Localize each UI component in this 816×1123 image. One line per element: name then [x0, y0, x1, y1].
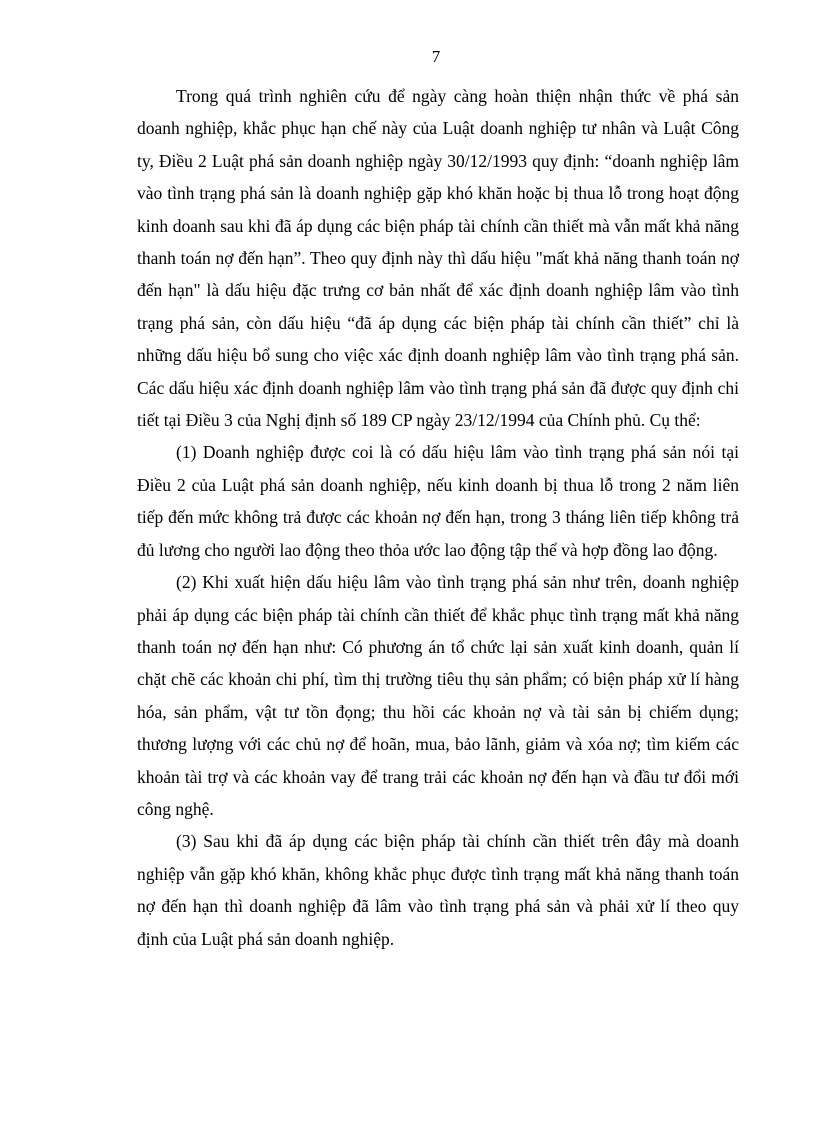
- paragraph-item-3: (3) Sau khi đã áp dụng các biện pháp tài chính cần thiết trên đây mà doanh nghiệp vẫn gặp khó khăn, không khắc phục được tình trạng mất khả năng thanh toán nợ đến hạn thì doanh nghiệp đã lâm vào tình trạng phá sản và phải xử lí theo quy định của Luật phá sản doanh nghiệp.: [137, 831, 739, 949]
- paragraph-item-2: (2) Khi xuất hiện dấu hiệu lâm vào tình trạng phá sản như trên, doanh nghiệp phải áp dụng các biện pháp tài chính cần thiết để khắc phục tình trạng mất khả năng thanh toán nợ đến hạn như: Có phương án tổ chức lại sản xuất kinh doanh, quản lí chặt chẽ các khoản chi phí, tìm thị trường tiêu thụ sản phẩm; có biện pháp xử lí hàng hóa, sản phẩm, vật tư tồn đọng; thu hồi các khoản nợ và tài sản bị chiếm dụng; thương lượng với các chủ nợ để hoãn, mua, bảo lãnh, giảm và xóa nợ; tìm kiếm các khoản tài trợ và các khoản vay để trang trải các khoản nợ đến hạn và đầu tư đổi mới công nghệ.: [137, 572, 739, 819]
- paragraph-item-1: (1) Doanh nghiệp được coi là có dấu hiệu lâm vào tình trạng phá sản nói tại Điều 2 của Luật phá sản doanh nghiệp, nếu kinh doanh bị thua lỗ trong 2 năm liên tiếp đến mức không trả được các khoản nợ đến hạn, trong 3 tháng liên tiếp không trả đủ lương cho người lao động theo thỏa ước lao động tập thể và hợp đồng lao động.: [137, 442, 739, 560]
- body-text: [137, 80, 739, 955]
- paragraph-intro: Trong quá trình nghiên cứu để ngày càng hoàn thiện nhận thức về phá sản doanh nghiệp, khắc phục hạn chế này của Luật doanh nghiệp tư nhân và Luật Công ty, Điều 2 Luật phá sản doanh nghiệp ngày 30/12/1993 quy định: “doanh nghiệp lâm vào tình trạng phá sản là doanh nghiệp gặp khó khăn hoặc bị thua lỗ trong hoạt động kinh doanh sau khi đã áp dụng các biện pháp tài chính cần thiết mà vẫn mất khả năng thanh toán nợ đến hạn”. Theo quy định này thì dấu hiệu "mất khả năng thanh toán nợ đến hạn" là dấu hiệu đặc trưng cơ bản nhất để xác định doanh nghiệp lâm vào tình trạng phá sản, còn dấu hiệu “đã áp dụng các biện pháp tài chính cần thiết” chỉ là những dấu hiệu bổ sung cho việc xác định doanh nghiệp lâm vào tình trạng phá sản. Các dấu hiệu xác định doanh nghiệp lâm vào tình trạng phá sản đã được quy định chi tiết tại Điều 3 của Nghị định số 189 CP ngày 23/12/1994 của Chính phủ. Cụ thể:: [137, 86, 739, 431]
- page-number: 7: [431, 47, 441, 66]
